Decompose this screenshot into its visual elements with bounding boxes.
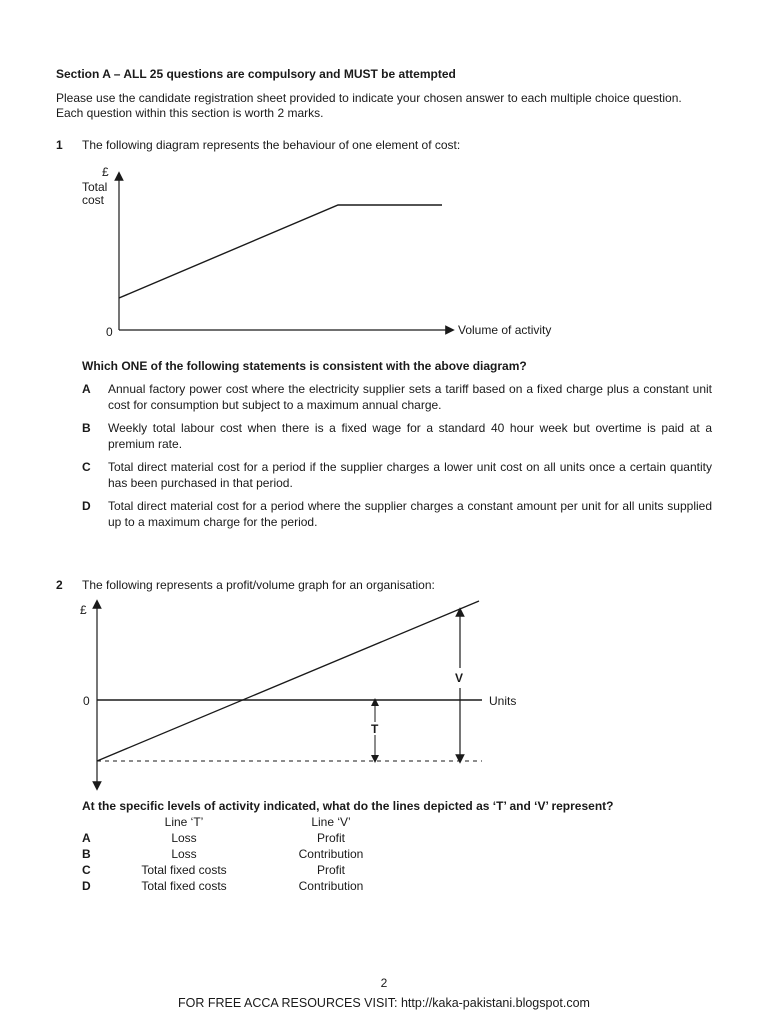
q2-row-b-v: Contribution: [298, 847, 364, 861]
q2-row-c-letter: C: [82, 863, 91, 877]
q1-question: Which ONE of the following statements is consistent with the above diagram?: [82, 359, 527, 373]
q2-row-b-t: Loss: [171, 847, 197, 861]
q2-origin-label: 0: [83, 694, 90, 708]
q2-question: At the specific levels of activity indicated, what do the lines depicted as ‘T’ and ‘V’ represent?: [82, 799, 614, 813]
q1-text: The following diagram represents the behaviour of one element of cost:: [82, 138, 461, 152]
section-heading: Section A – ALL 25 questions are compulsory and MUST be attempted: [56, 67, 456, 81]
q2-number: 2: [56, 578, 63, 592]
q1-option-b-letter: B: [82, 421, 91, 435]
q1-option-a-line2: cost for consumption but subject to a maximum annual charge.: [108, 398, 442, 412]
q1-option-d-line1: Total direct material cost for a period where the supplier charges a constant amount per unit for all units supplied: [108, 499, 712, 513]
q1-option-d-letter: D: [82, 499, 91, 513]
q2-header-t: Line ‘T’: [164, 815, 204, 829]
q2-row-a-letter: A: [82, 831, 91, 845]
q2-row-b-letter: B: [82, 847, 91, 861]
q1-option-a-letter: A: [82, 382, 91, 396]
footer-resources-link[interactable]: FOR FREE ACCA RESOURCES VISIT: http://kaka-pakistani.blogspot.com: [178, 996, 590, 1010]
q1-option-d-line2: up to a maximum charge for the period.: [108, 515, 318, 529]
q2-row-d-t: Total fixed costs: [141, 879, 227, 893]
q2-label-t: T: [371, 722, 379, 736]
q1-option-c-letter: C: [82, 460, 91, 474]
q1-ylabel-line1: Total: [82, 180, 108, 194]
q1-option-c-line1: Total direct material cost for a period if the supplier charges a lower unit cost on all units once a certain quantity: [108, 460, 712, 474]
q2-row-d-letter: D: [82, 879, 91, 893]
q2-profit-line: [97, 601, 479, 761]
q2-row-c-t: Total fixed costs: [141, 863, 227, 877]
q2-currency-label: £: [80, 603, 87, 617]
q1-number: 1: [56, 138, 63, 152]
section-intro-line1: Please use the candidate registration sheet provided to indicate your chosen answer to each multiple choice question.: [56, 91, 682, 105]
q1-option-a-line1: Annual factory power cost where the electricity supplier sets a tariff based on a fixed charge plus a constant unit: [108, 382, 712, 396]
section-intro-line2: Each question within this section is worth 2 marks.: [56, 106, 324, 120]
q1-currency-label: £: [102, 165, 109, 179]
q1-option-c-line2: has been purchased in that period.: [108, 476, 293, 490]
q2-header-v: Line ‘V’: [311, 815, 351, 829]
q2-xlabel: Units: [489, 694, 517, 708]
page-number: 2: [380, 976, 388, 990]
q2-label-v: V: [455, 671, 464, 685]
q1-origin-label: 0: [106, 325, 113, 339]
q1-option-b-line2: premium rate.: [108, 437, 183, 451]
q2-row-c-v: Profit: [316, 863, 345, 877]
q1-ylabel-line2: cost: [82, 193, 105, 207]
q1-option-b-line1: Weekly total labour cost when there is a fixed wage for a standard 40 hour week but overtime is paid at a: [108, 421, 712, 435]
q1-xlabel: Volume of activity: [458, 323, 552, 337]
q2-row-d-v: Contribution: [298, 879, 364, 893]
q2-row-a-v: Profit: [316, 831, 345, 845]
q2-row-a-t: Loss: [171, 831, 197, 845]
q2-text: The following represents a profit/volume graph for an organisation:: [82, 578, 435, 592]
